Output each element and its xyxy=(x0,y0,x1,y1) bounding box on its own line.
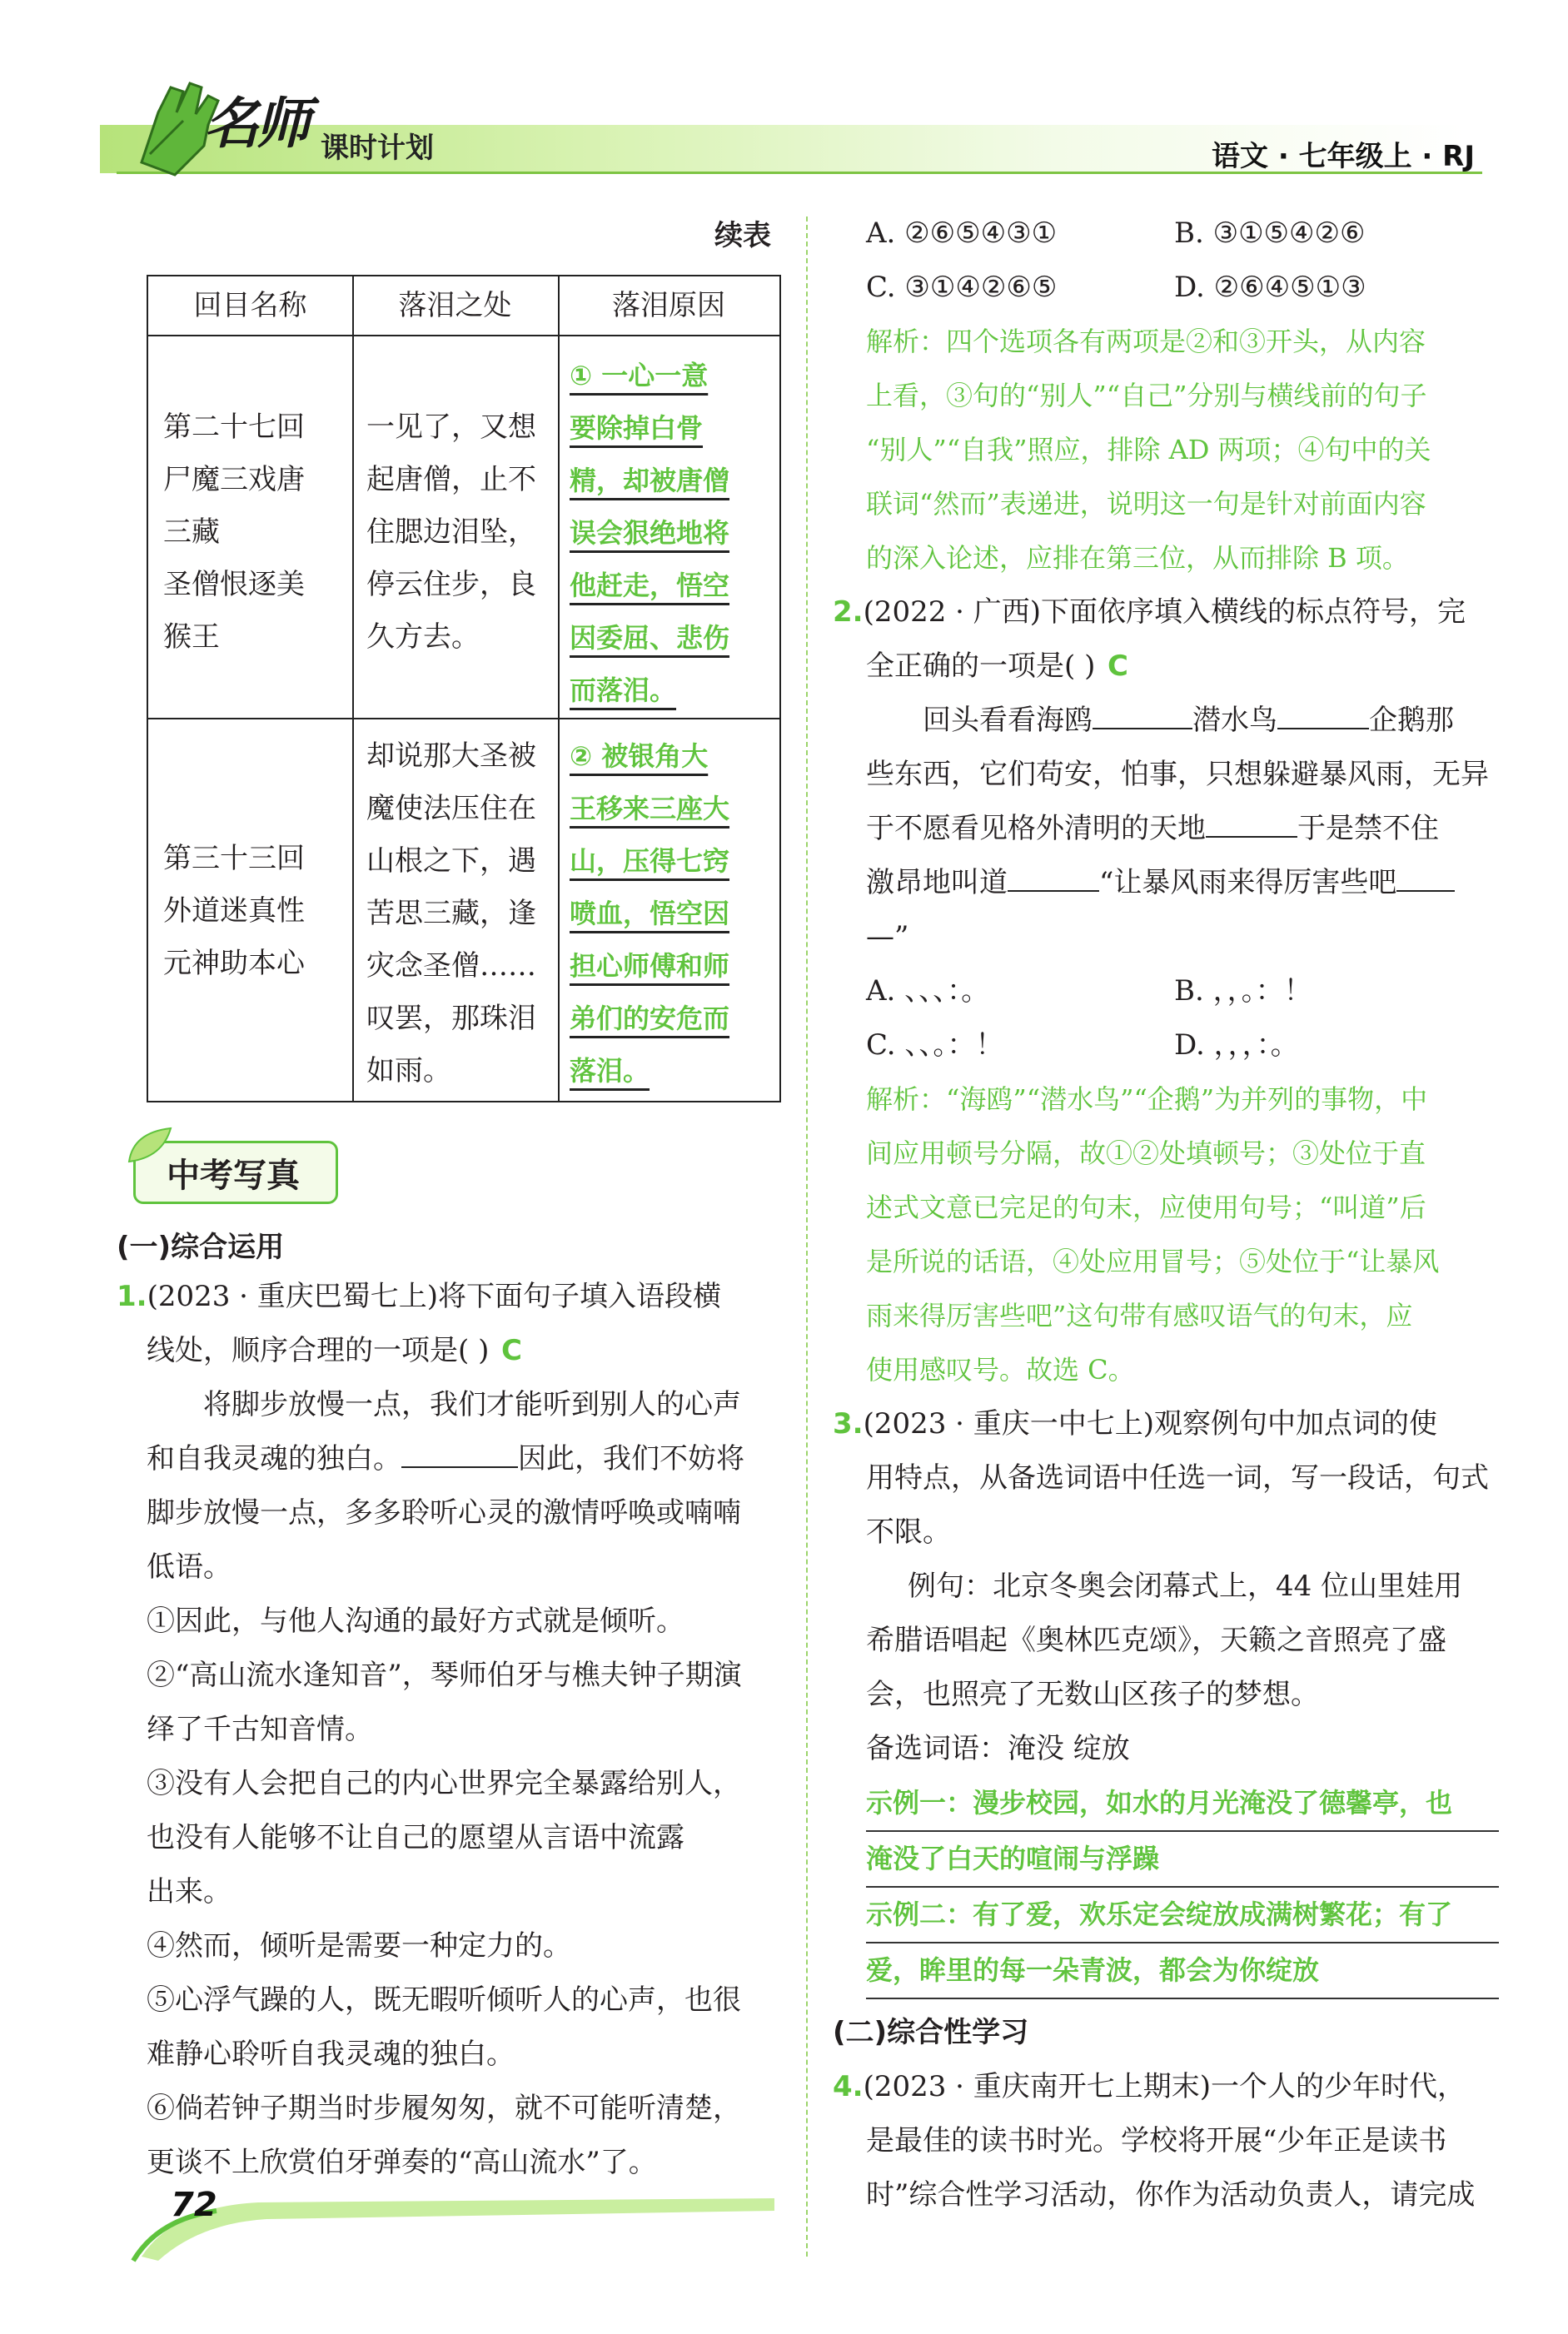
cell-line: 如雨。 xyxy=(366,1054,451,1087)
column-divider xyxy=(806,216,808,2257)
cell-line: 元神助本心 xyxy=(163,947,305,980)
passage xyxy=(866,694,1499,964)
answer-line: 爱，眸里的每一朵青波，都会为你绽放 xyxy=(866,1943,1499,1999)
option-line: 出来。 xyxy=(147,1875,231,1909)
question-number: 1. xyxy=(117,1280,147,1313)
part-heading: (二)综合性学习 xyxy=(833,2016,1029,2049)
stem-line: 时”综合性学习活动，你作为活动负责人，请完成 xyxy=(866,2178,1476,2212)
analysis-line: 雨来得厉害些吧”这句带有感叹语气的句末，应 xyxy=(866,1300,1413,1331)
analysis-line: 联词“然而”表递进，说明这一句是针对前面内容 xyxy=(866,488,1426,520)
fill-blank xyxy=(401,1441,518,1468)
cell-line: 一见了，又想 xyxy=(366,411,536,444)
fill-blank xyxy=(1008,865,1099,892)
option-line: ⑥倘若钟子期当时步履匆匆，就不可能听清楚， xyxy=(147,2092,741,2125)
question-number: 3. xyxy=(833,1407,864,1441)
table-cell-chapter xyxy=(163,401,305,664)
part-heading: (一)综合运用 xyxy=(117,1231,285,1264)
cell-line: 猴王 xyxy=(163,620,220,654)
passage-text: 回头看看海鸥 xyxy=(923,704,1093,737)
table-cell-chapter xyxy=(163,833,305,990)
passage-text: 因此，我们不妨将 xyxy=(518,1442,744,1476)
cell-line: 三藏 xyxy=(163,515,220,549)
series-label: 课时计划 xyxy=(321,132,434,165)
answer-line: 示例二：有了爱，欢乐定会绽放成满树繁花；有了 xyxy=(866,1888,1499,1943)
example-line: 会，也照亮了无数山区孩子的梦想。 xyxy=(866,1678,1319,1711)
choice-a: A. 、、、：。 xyxy=(866,974,990,1008)
cell-line: 魔使法压住在 xyxy=(366,792,536,825)
choice-d: D. ，，，：。 xyxy=(1174,1028,1299,1062)
question-1 xyxy=(117,1270,783,2190)
brand-logo-text: 名师 xyxy=(204,91,307,156)
analysis-line: “别人”“自我”照应，排除 AD 两项；④句中的关 xyxy=(866,434,1431,465)
passage-line: 将脚步放慢一点，我们才能听到别人的心声 xyxy=(203,1388,741,1421)
analysis-line: 是所说的话语，④处应用冒号；⑤处位于“让暴风 xyxy=(866,1246,1440,1277)
stem-line: 用特点，从备选词语中任选一词，写一段话，句式 xyxy=(866,1461,1489,1495)
stem-line: (2023 · 重庆南开七上期末)一个人的少年时代， xyxy=(863,2070,1466,2103)
fill-blank xyxy=(1206,811,1297,838)
passage xyxy=(117,1378,783,1595)
answer-line: 误会狠绝地将 xyxy=(570,517,730,549)
choice-row xyxy=(866,261,1499,315)
sample-answers xyxy=(866,1776,1499,1999)
answer-line: 精，却被唐僧 xyxy=(570,465,730,496)
table-vline xyxy=(558,276,560,1101)
table-hline xyxy=(148,335,779,336)
passage-line: —” xyxy=(866,920,909,953)
example-line: 希腊语唱起《奥林匹克颂》，天籁之音照亮了盛 xyxy=(866,1624,1446,1657)
option-line: ①因此，与他人沟通的最好方式就是倾听。 xyxy=(147,1605,684,1638)
cell-line: 叹罢，那珠泪 xyxy=(366,1002,536,1035)
passage-text: 企鹅那 xyxy=(1369,704,1454,737)
option-line: 绎了千古知音情。 xyxy=(147,1713,373,1746)
table-cell-place xyxy=(366,401,536,664)
answer-line: 而落泪。 xyxy=(570,674,677,706)
answer-line: 示例一：漫步校园，如水的月光淹没了德馨亭，也 xyxy=(866,1776,1499,1832)
option-line: 难静心聆听自我灵魂的独白。 xyxy=(147,2038,515,2071)
question-stem xyxy=(833,2060,1499,2114)
section-title: 中考写真 xyxy=(167,1157,300,1195)
answer-line: 落泪。 xyxy=(570,1055,650,1087)
choice-row xyxy=(866,207,1499,261)
fill-blank xyxy=(1277,703,1369,729)
question-number: 4. xyxy=(833,2070,864,2103)
cell-line: 山根之下，遇 xyxy=(366,844,536,878)
option-line: 更谈不上欣赏伯牙弹奏的“高山流水”了。 xyxy=(147,2146,657,2179)
passage-text: 于不愿看见格外清明的天地 xyxy=(866,812,1206,845)
q1-continued xyxy=(833,207,1499,2222)
cell-line: 却说那大圣被 xyxy=(366,739,536,773)
question-stem xyxy=(117,1270,783,1324)
answer-line: 担心师傅和师 xyxy=(570,950,730,982)
table-header-cell: 落泪之处 xyxy=(398,289,512,322)
passage-text: “让暴风雨来得厉害些吧 xyxy=(1099,866,1397,899)
analysis-line: 述式文意已完足的句末，应使用句号；“叫道”后 xyxy=(866,1192,1426,1223)
passage-text: 于是禁不住 xyxy=(1297,812,1439,845)
option-line: ④然而，倾听是需要一种定力的。 xyxy=(147,1929,571,1963)
analysis-line: 解析：四个选项各有两项是②和③开头，从内容 xyxy=(866,326,1426,357)
cell-line: 起唐僧，止不 xyxy=(366,463,536,496)
cell-line: 停云住步，良 xyxy=(366,568,536,601)
subject-label: 语文 · 七年级上 · RJ xyxy=(1212,140,1476,173)
cell-line: 圣僧恨逐美 xyxy=(163,568,305,601)
analysis-line: 解析：“海鸥”“潜水鸟”“企鹅”为并列的事物，中 xyxy=(866,1083,1428,1115)
answer-choice: C xyxy=(501,1334,522,1367)
table-cell-place xyxy=(366,730,536,1097)
passage-text: 激昂地叫道 xyxy=(866,866,1008,899)
analysis-line: 的深入论述，应排在第三位，从而排除 B 项。 xyxy=(866,542,1409,574)
example xyxy=(866,1560,1499,1722)
answer-choice: C xyxy=(1108,649,1128,683)
analysis xyxy=(866,1072,1499,1397)
question-stem xyxy=(833,1397,1499,1451)
answer-line: 山，压得七窍 xyxy=(570,845,730,877)
passage-line xyxy=(147,1432,783,1486)
analysis-line: 使用感叹号。故选 C。 xyxy=(866,1354,1135,1386)
cell-line: 外道迷真性 xyxy=(163,894,305,928)
cell-line: 灾念圣僧…… xyxy=(366,949,536,983)
choice-b: B. ，，。：！ xyxy=(1174,974,1312,1008)
footer-swoosh-icon xyxy=(125,2173,791,2265)
fill-blank xyxy=(1093,703,1192,729)
table-cell-reason-answer xyxy=(570,730,729,1097)
option-line: ③没有人会把自己的内心世界完全暴露给别人， xyxy=(147,1767,741,1800)
table-caption: 续表 xyxy=(714,219,771,252)
cell-line: 久方去。 xyxy=(366,620,480,654)
question-number: 2. xyxy=(833,595,864,629)
passage-line: 低语。 xyxy=(147,1550,231,1584)
passage-line xyxy=(866,802,1499,856)
passage-line: 脚步放慢一点，多多聆听心灵的激情呼唤或喃喃 xyxy=(147,1496,741,1530)
stem-line: 不限。 xyxy=(866,1515,951,1549)
cell-line: 第二十七回 xyxy=(163,411,305,444)
analysis-line: 间应用顿号分隔，故①②处填顿号；③处位于直 xyxy=(866,1137,1426,1169)
word-options: 备选词语：淹没 绽放 xyxy=(866,1732,1130,1765)
passage-line: 些东西，它们苟安，怕事，只想躲避暴风雨，无异 xyxy=(866,758,1489,791)
choice-b: B. ③①⑤④②⑥ xyxy=(1174,216,1366,250)
choice-c: C. ③①④②⑥⑤ xyxy=(866,271,1058,304)
question-stem xyxy=(117,1324,783,1378)
option-line: 也没有人能够不让自己的愿望从言语中流露 xyxy=(147,1821,684,1854)
option-line: ⑤心浮气躁的人，既无暇听倾听人的心声，也很 xyxy=(147,1983,741,2017)
choice-row xyxy=(866,964,1499,1018)
answer-line: ① 一心一意 xyxy=(570,360,709,391)
cell-line: 住腮边泪坠， xyxy=(366,515,536,549)
answer-line: ② 被银角大 xyxy=(570,740,709,772)
table-header-cell: 落泪原因 xyxy=(612,289,725,322)
table-cell-reason-answer xyxy=(570,350,729,717)
table-header-cell: 回目名称 xyxy=(193,289,307,322)
page-number: 72 xyxy=(171,2186,217,2224)
stem-line: 是最佳的读书时光。学校将开展“少年正是读书 xyxy=(866,2124,1447,2157)
example-line: 例句：北京冬奥会闭幕式上，44 位山里娃用 xyxy=(908,1570,1463,1603)
answer-line: 要除掉白骨 xyxy=(570,412,704,444)
cell-line: 第三十三回 xyxy=(163,842,305,875)
question-stem xyxy=(866,639,1499,694)
stem-line: (2023 · 重庆一中七上)观察例句中加点词的使 xyxy=(863,1407,1438,1441)
analysis-line: 上看，③句的“别人”“自己”分别与横线前的句子 xyxy=(866,380,1427,411)
choice-a: A. ②⑥⑤④③① xyxy=(866,216,1058,250)
choice-row xyxy=(866,1018,1499,1072)
answer-line: 弟们的安危而 xyxy=(570,1003,730,1034)
cell-line: 苦思三藏，逢 xyxy=(366,897,536,930)
passage-line xyxy=(866,856,1499,910)
table-vline xyxy=(352,276,354,1101)
passage-text: 和自我灵魂的独白。 xyxy=(147,1442,401,1476)
stem-line: (2023 · 重庆巴蜀七上)将下面句子填入语段横 xyxy=(147,1280,722,1313)
answer-line: 他赶走，悟空 xyxy=(570,570,730,601)
passage-line xyxy=(866,694,1499,748)
analysis xyxy=(866,315,1499,585)
option-list xyxy=(117,1595,783,2190)
question-stem xyxy=(833,585,1499,639)
reading-table xyxy=(147,275,781,1102)
choice-d: D. ②⑥④⑤①③ xyxy=(1174,271,1366,304)
stem-line: 线处，顺序合理的一项是( ) xyxy=(147,1334,490,1367)
stem-line: (2022 · 广西)下面依序填入横线的标点符号，完 xyxy=(863,595,1466,629)
answer-line: 王移来三座大 xyxy=(570,793,730,824)
passage-text: 潜水鸟 xyxy=(1192,704,1277,737)
table-hline xyxy=(148,718,779,719)
cell-line: 尸魔三戏唐 xyxy=(163,463,305,496)
option-line: ②“高山流水逢知音”，琴师伯牙与樵夫钟子期演 xyxy=(147,1659,742,1692)
answer-line: 喷血，悟空因 xyxy=(570,898,730,929)
stem-line: 全正确的一项是( ) xyxy=(866,649,1096,683)
choice-c: C. 、、。：！ xyxy=(866,1028,1004,1062)
fill-blank xyxy=(1396,865,1455,892)
answer-line: 淹没了白天的喧闹与浮躁 xyxy=(866,1832,1499,1888)
answer-line: 因委屈、悲伤 xyxy=(570,622,730,654)
